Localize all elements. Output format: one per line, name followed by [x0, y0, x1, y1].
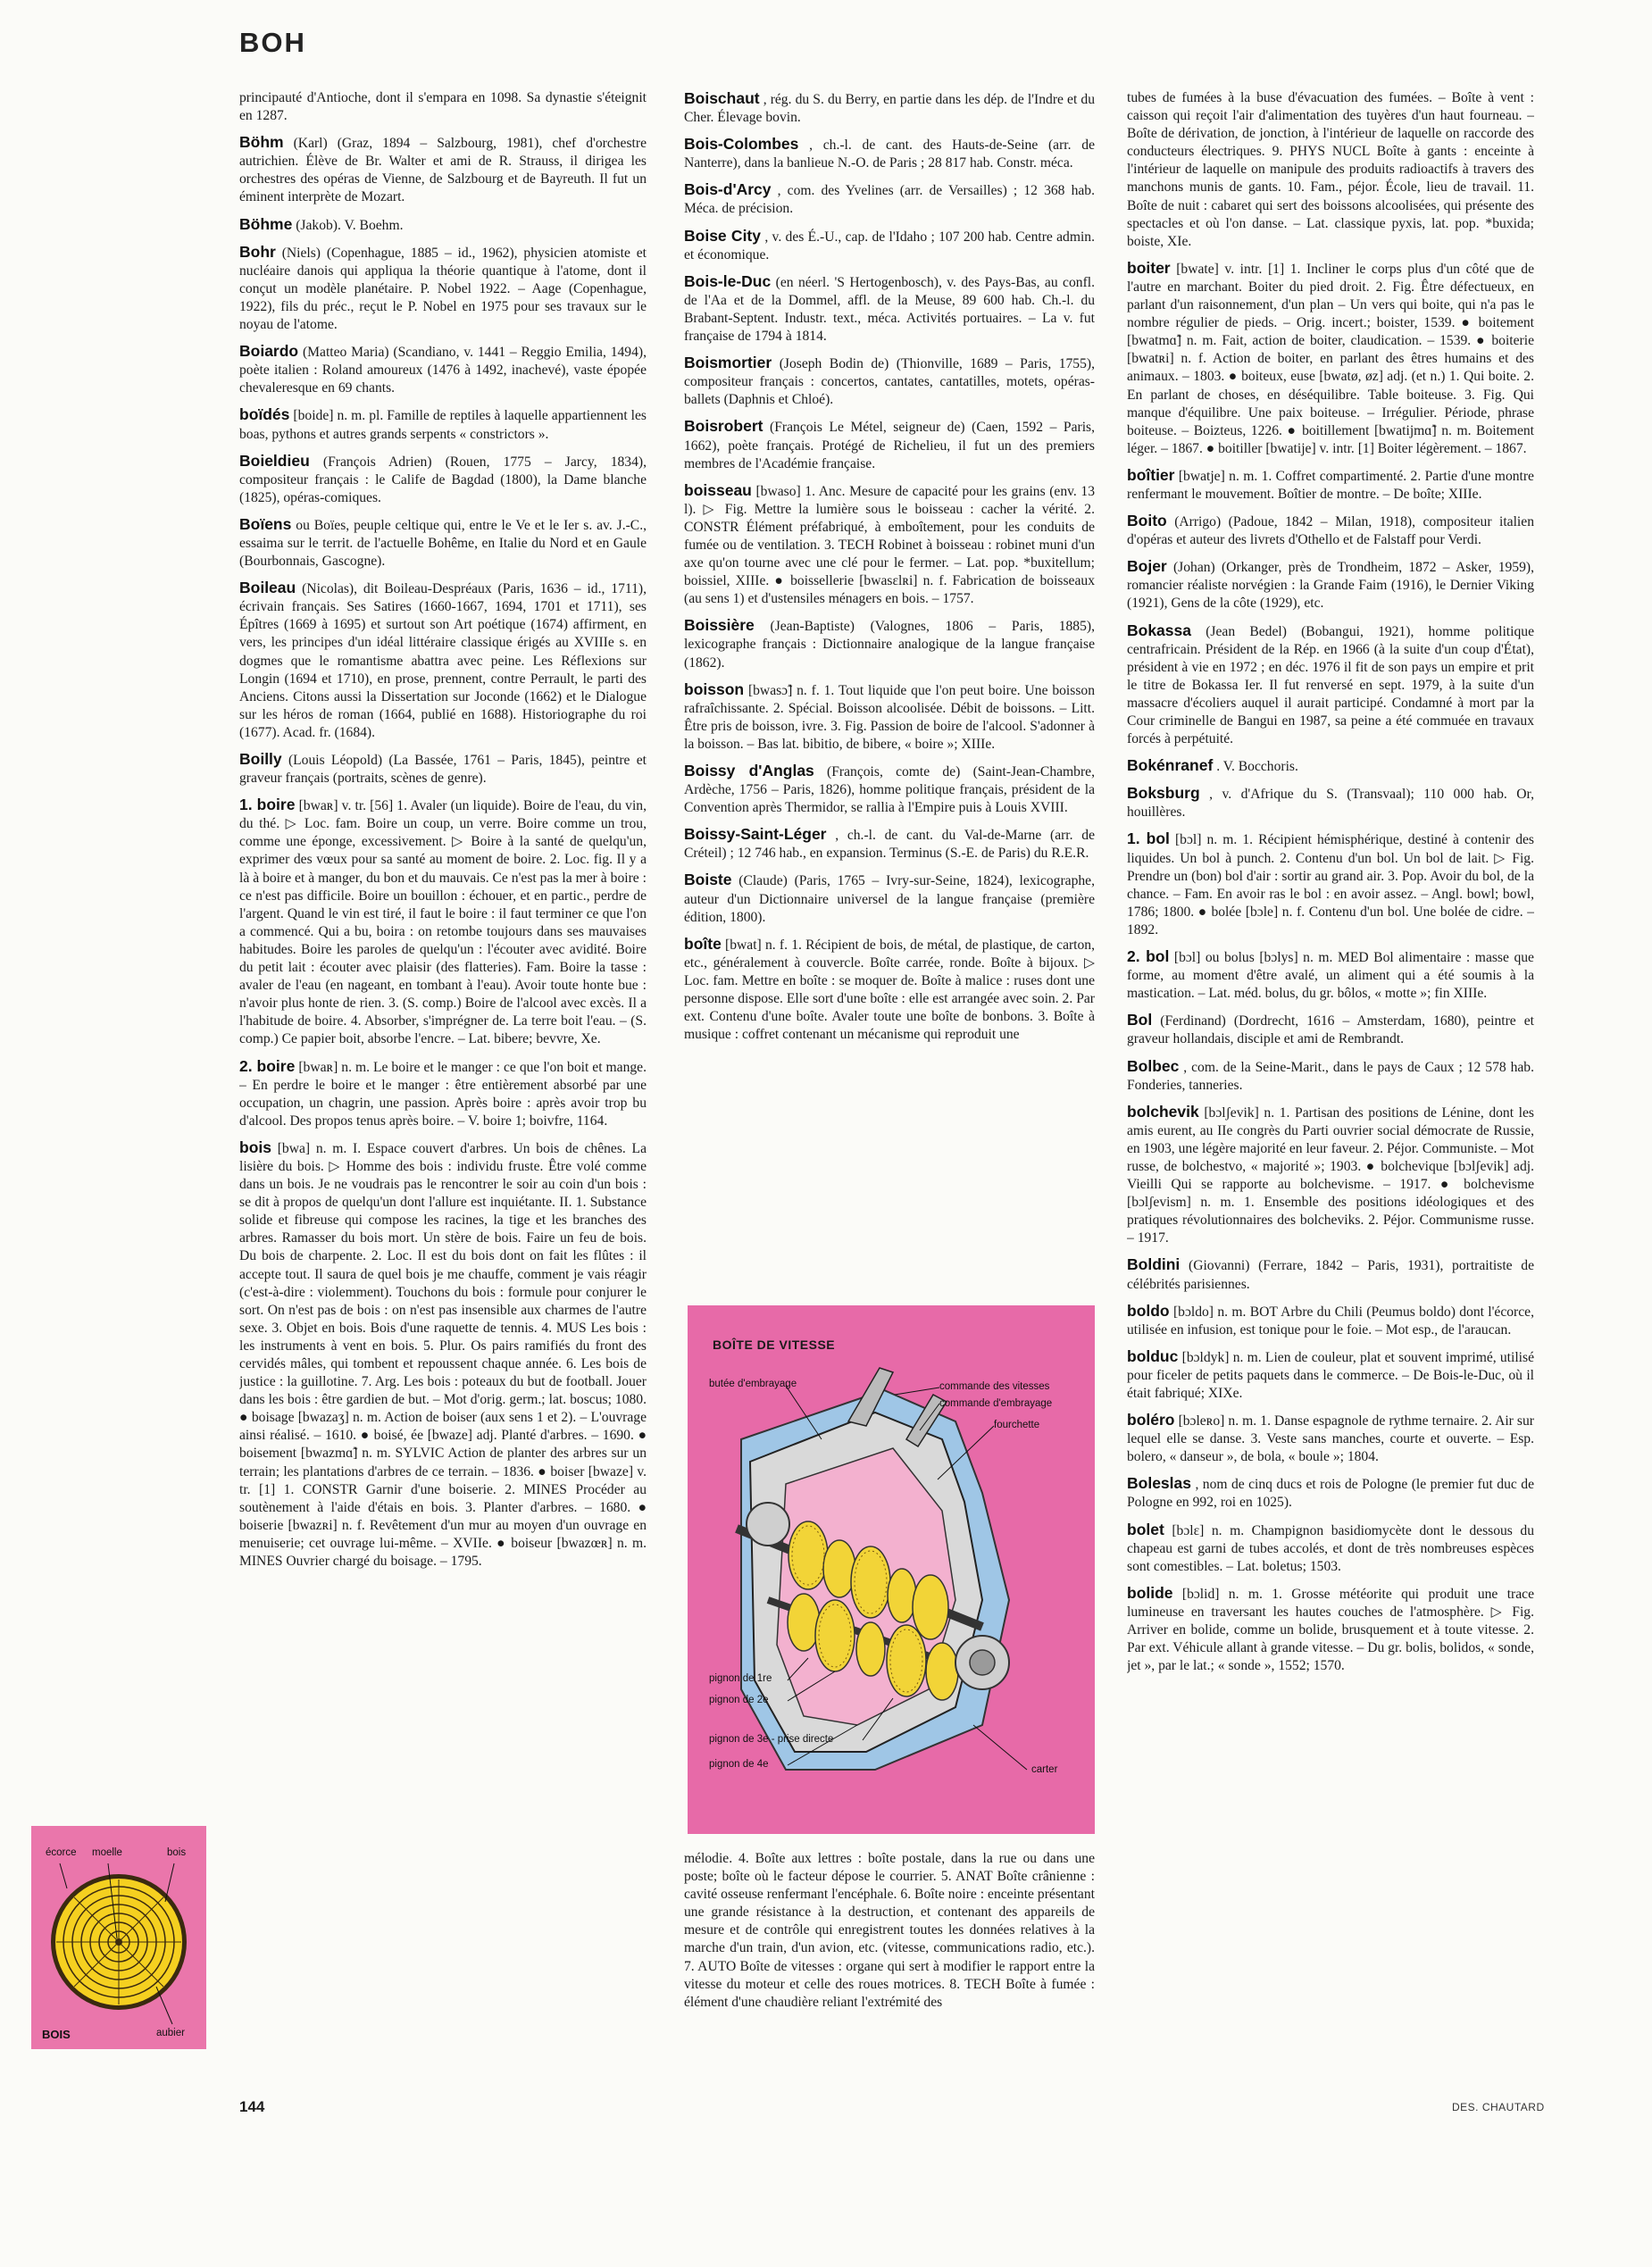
- dictionary-entry: [684, 935, 1095, 1045]
- entry-headword: Boito: [1127, 512, 1167, 530]
- column-2: [684, 89, 1095, 1304]
- dictionary-entry: [1127, 259, 1534, 458]
- entry-headword: boîte: [684, 934, 722, 953]
- dictionary-entry: [1127, 756, 1534, 776]
- dictionary-entry: [684, 762, 1095, 817]
- entry-headword: Boileau: [239, 579, 296, 597]
- entry-text: [bɔlid] n. m. 1. Grosse météorite qui produit une trace lumineuse en traversant les hautes couches de l'atmosphère. ▷ Fig. Arriver en bolide, comme un bolide, brusquement et à toute vitesse. 2. Par ext. Véhicule allant à grande vitesse. – Du gr. bolis, bolidos, « sonde, jet », par le lat.; « sonde », 1552; 1570.: [1127, 1586, 1534, 1674]
- entry-text: [bwat] n. f. 1. Récipient de bois, de métal, de plastique, de carton, etc., généralement à couvercle. Boîte carrée, ronde. Boîte à bijoux. ▷ Loc. fam. Mettre en boîte : se moquer de. Boîte à malice : ruses dont une personne dispose. Elle sort d'une boîte : elle est arrangée avec soin. 2. Par ext. Contenu d'une boîte. Avaler toute une boîte de bonbons. 3. Boîte à musique : coffret contenant un mécanisme qui reproduit une: [684, 937, 1095, 1043]
- dictionary-entry: [239, 515, 647, 571]
- entry-headword: Boissy-Saint-Léger: [684, 825, 827, 844]
- entry-text: (Johan) (Orkanger, près de Trondheim, 1872 – Asker, 1959), romancier réaliste norvégien : la Grande Faim (1916), le Dernier Viking (1921), Gens de la côte (1929), etc.: [1127, 560, 1534, 612]
- dictionary-entry: [684, 354, 1095, 409]
- entry-text: [bɔl] ou bolus [bɔlys] n. m. MED Bol alimentaire : masse que forme, au moment d'être avalé, un aliment qui a été soumis à la mastication. – Lat. méd. bolus, du gr. bôlos, « motte »; fin XIIIe.: [1127, 950, 1534, 1002]
- entry-headword: Boise City: [684, 226, 761, 245]
- label-carter: carter: [1031, 1764, 1058, 1775]
- dictionary-entry: [239, 133, 647, 206]
- dictionary-entry: [1127, 947, 1534, 1003]
- entry-text: (Niels) (Copenhague, 1885 – id., 1962), physicien atomiste et nucléaire danois qui appliqua la théorie quantique à l'atome, dont il conçut un modèle planétaire. P. Nobel 1922. – Aage (Copenhague, 1922), fils du préc., reçut le P. Nobel en 1975 pour ses travaux sur le noyau de l'atome.: [239, 245, 647, 333]
- entry-text: [bwaʀ] v. tr. [56] 1. Avaler (un liquide). Boire de l'eau, du vin, du thé. ▷ Loc. fam. Boire un coup, un verre. Boire comme un trou, comme une éponge, excessivement. ▷ Boire à la santé de quelqu'un, exprimer des vœux pour sa santé au moment de boire. 2. Loc. fig. Il y a là à boire et à manger, du bon et du mauvais. Ce n'est pas la mer à boire : ce n'est pas difficile. Boire un bouillon : échouer, et en partic., perdre de l'argent. Quand le vin est tiré, il faut le boire : il faut terminer ce que l'on a commencé. Qui a bu, boira : on retombe toujours dans ses mauvaises habitudes. Boire les paroles de quelqu'un : l'écouter avec avidité. Boire du petit lait : écouter avec plaisir (des flatteries). Fam. Boire la tasse : avaler de l'eau (en nageant, en tombant à l'eau). Avoir toute honte bue : n'avoir plus honte de rien. 3. (S. comp.) Boire de l'alcool avec excès. Il a l'habitude de boire. 4. Absorber, s'imprégner de. La terre boit l'eau. – (S. comp.) Ce papier boit, absorbe l'encre. – Lat. bibere; bevvre, Xe.: [239, 798, 647, 1047]
- page-number: 144: [239, 2098, 265, 2115]
- label-pignon-3: pignon de 3e - prise directe: [709, 1734, 834, 1745]
- label-commande-vitesses: commande des vitesses: [939, 1381, 1050, 1392]
- entry-headword: Boïens: [239, 514, 292, 533]
- entry-text: [bwasɔ̃] n. f. 1. Tout liquide que l'on peut boire. Une boisson rafraîchissante. 2. Spécial. Boisson alcoolisée. Débit de boissons. – Litt. Être pris de boisson, ivre. 3. Fig. Passion de boire de l'alcool. S'adonner à la boisson. – Bas lat. bibitio, de bibere, « boire »; XIIIe.: [684, 682, 1095, 752]
- dictionary-entry: [1127, 1474, 1534, 1512]
- entry-headword: Böhme: [239, 214, 293, 233]
- label-ecorce: écorce: [46, 1847, 77, 1858]
- entry-text: principauté d'Antioche, dont il s'empara en 1098. Sa dynastie s'éteignit en 1287.: [239, 90, 647, 124]
- entry-headword: Boismortier: [684, 354, 772, 372]
- entry-headword: Bokassa: [1127, 621, 1191, 639]
- dictionary-entry: [239, 750, 647, 788]
- entry-headword: 1. boire: [239, 796, 296, 814]
- entry-headword: Bois-le-Duc: [684, 271, 772, 290]
- label-moelle: moelle: [92, 1847, 122, 1858]
- dictionary-entry: [1127, 1011, 1534, 1048]
- dictionary-entry: [239, 1057, 647, 1130]
- figure-title: BOÎTE DE VITESSE: [713, 1338, 836, 1352]
- label-fourchette: fourchette: [994, 1420, 1040, 1430]
- dictionary-entry: [684, 481, 1095, 609]
- entry-text: , ch.-l. de cant. du Val-de-Marne (arr. de Créteil) ; 12 746 hab., en expansion. Terminus (S.-E. de Paris) du R.E.R.: [684, 828, 1095, 862]
- label-butee: butée d'embrayage: [709, 1379, 797, 1389]
- entry-headword: Bokénranef: [1127, 756, 1214, 775]
- entry-text: [bɔleʀo] n. m. 1. Danse espagnole de rythme ternaire. 2. Air sur lequel elle se danse. 3. Veste sans manches, courte et ouverte. – Esp. bolero, « danseur », de bola, « boule »; 1804.: [1127, 1413, 1534, 1465]
- entry-text: , rég. du S. du Berry, en partie dans les dép. de l'Indre et du Cher. Élevage bovin.: [684, 92, 1095, 126]
- column-1: [239, 89, 647, 2071]
- entry-headword: boldo: [1127, 1301, 1170, 1320]
- entry-text: , com. de la Seine-Marit., dans le pays de Caux ; 12 578 hab. Fonderies, tanneries.: [1127, 1059, 1534, 1093]
- entry-headword: Boieldieu: [239, 451, 310, 470]
- dictionary-entry: [1127, 1103, 1534, 1248]
- dictionary-entry: [684, 89, 1095, 127]
- label-aubier: aubier: [156, 2028, 185, 2038]
- column-2-continued: [684, 1850, 1095, 2091]
- dictionary-entry: [684, 180, 1095, 218]
- entry-headword: Boilly: [239, 750, 282, 768]
- entry-headword: Boldini: [1127, 1255, 1181, 1274]
- entry-text: . V. Bocchoris.: [1216, 759, 1298, 775]
- entry-text: (en néerl. 'S Hertogenbosch), v. des Pays-Bas, au confl. de l'Aa et de la Dommel, affl. de la Meuse, 89 600 hab. Ch.-l. du Brabant-Septent. Industr. text., méca. Activités portuaires. – La v. fut française de 1794 à 1814.: [684, 274, 1095, 345]
- dictionary-entry: [239, 796, 647, 1048]
- entry-headword: Boissy d'Anglas: [684, 762, 814, 779]
- entry-headword: 1. bol: [1127, 829, 1170, 848]
- entry-headword: Boischaut: [684, 89, 760, 107]
- entry-headword: Bolbec: [1127, 1056, 1180, 1075]
- dictionary-entry: [239, 1138, 647, 1571]
- entry-text: [boide] n. m. pl. Famille de reptiles à laquelle appartiennent les boas, pythons et autres grands serpents « constrictors ».: [239, 408, 647, 442]
- gearbox-illustration: [688, 1305, 1095, 1834]
- dictionary-entry: [1127, 1411, 1534, 1466]
- dictionary-entry: [1127, 512, 1534, 549]
- entry-headword: boisson: [684, 679, 745, 698]
- dictionary-entry: [1127, 466, 1534, 504]
- dictionary-entry: [239, 405, 647, 443]
- dictionary-entry: [239, 342, 647, 397]
- dictionary-entry: [684, 616, 1095, 671]
- entry-headword: Boisrobert: [684, 417, 763, 436]
- dictionary-entry: [239, 452, 647, 507]
- dictionary-entry: [1127, 621, 1534, 749]
- dictionary-entry: [684, 871, 1095, 926]
- dictionary-entry: [1127, 1347, 1534, 1403]
- entry-text: (Karl) (Graz, 1894 – Salzbourg, 1981), chef d'orchestre autrichien. Élève de Br. Walter et ami de R. Strauss, il dirigea les orchestres des opéras de Vienne, de Salzbourg et de Bayreuth. Il fut un éminent interprète de Mozart.: [239, 136, 647, 205]
- entry-headword: bolduc: [1127, 1346, 1179, 1365]
- figure-title: BOIS: [42, 2028, 71, 2041]
- entry-text: , ch.-l. de cant. des Hauts-de-Seine (arr. de Nanterre), dans la banlieue N.-O. de Paris ; 28 817 hab. Constr. méca.: [684, 138, 1095, 171]
- illustration-credit: DES. CHAUTARD: [1452, 2101, 1545, 2113]
- dictionary-entry: [684, 272, 1095, 346]
- dictionary-entry: [239, 579, 647, 742]
- entry-text: [bɔldo] n. m. BOT Arbre du Chili (Peumus boldo) dont l'écorce, utilisée en infusion, est tonique pour le foie. – Mot esp., de l'araucan.: [1127, 1304, 1534, 1338]
- entry-headword: Bois-Colombes: [684, 135, 799, 154]
- entry-headword: boïdés: [239, 405, 290, 424]
- entry-headword: bois: [239, 1138, 271, 1156]
- wood-cross-section-illustration: [31, 1826, 206, 2049]
- dictionary-entry: [1127, 1584, 1534, 1675]
- entry-text: (François Adrien) (Rouen, 1775 – Jarcy, 1834), compositeur français : le Calife de Bagdad (1800), la Dame blanche (1825), opéras-comiques.: [239, 454, 647, 505]
- entry-text: (Jean-Baptiste) (Valognes, 1806 – Paris, 1885), lexicographe français : Dictionnaire analogique de la langue française (1862).: [684, 619, 1095, 671]
- entry-text: (Claude) (Paris, 1765 – Ivry-sur-Seine, 1824), lexicographe, auteur d'un Dictionnaire universel de la langue française (première édition, 1800).: [684, 873, 1095, 925]
- entry-headword: Boksburg: [1127, 784, 1200, 803]
- entry-text: [bɔl] n. m. 1. Récipient hémisphérique, destiné à contenir des liquides. Un bol à punch. 2. Contenu d'un bol. Un bol de lait. ▷ Fig. Prendre un (bon) bol d'air : sortir au grand air. 3. Pop. Avoir du bol, de la chance. – Fam. En avoir ras le bol : en avoir assez. – Angl. bowl; bowl, 1786; 1800. ● bolée [bɔle] n. f. Contenu d'un bol. Une bolée de cidre. – 1892.: [1127, 832, 1534, 938]
- label-commande-embrayage: commande d'embrayage: [939, 1398, 1053, 1409]
- entry-headword: Boissière: [684, 616, 755, 635]
- entry-text: , com. des Yvelines (arr. de Versailles) ; 12 368 hab. Méca. de précision.: [684, 183, 1095, 217]
- entry-headword: Boleslas: [1127, 1474, 1191, 1493]
- dictionary-entry: [684, 825, 1095, 863]
- dictionary-entry: [1127, 89, 1534, 251]
- column-3: [1127, 89, 1534, 2089]
- entry-headword: Bojer: [1127, 557, 1167, 576]
- label-pignon-4: pignon de 4e: [709, 1759, 769, 1770]
- entry-text: [bwa] n. m. I. Espace couvert d'arbres. Un bois de chênes. La lisière du bois. ▷ Homme des bois : individu fruste. Être volé comme dans un bois. Je ne voudrais pas le rencontrer le soir au coin d'un bois : se dit à propos de quelqu'un dont l'allure est inquiétante. II. 1. Substance solide et fibreuse qui compose les racines, la tige et les branches des arbres. Ramasser du bois mort. Un stère de bois. Faire un feu de bois. Du bois de charpente. 2. Loc. Il est du bois dont on fait les flûtes : il accepte tout. Il saura de quel bois je me chauffe, comment je vais réagir (c'est-à-dire : violemment). Touchons du bois : formule pour conjurer le sort. On n'est pas de bois : on n'est pas insensible aux charmes de l'autre sexe. 3. Objet en bois. Bois d'une raquette de tennis. 4. MUS Les bois : les instruments à vent en bois. 5. Plur. Os pairs ramifiés du front des cervidés mâles, qui tombent et repoussent chaque année. 6. Les bois de justice : la guillotine. 7. Arg. Les bois : poteaux du but de football. Jouer dans les bois : être gardien de but. – Mot d'orig. germ.; lat. boscus; 1080. ● boisage [bwazaʒ] n. m. Action de boiser (aux sens 1 et 2). – L'ouvrage ainsi réalisé. – 1610. ● boisé, ée [bwaze] adj. Planté d'arbres. – 1690. ● boisement [bwazmɑ̃] n. m. SYLVIC Action de planter des arbres sur un terrain; les plantations d'arbres de ce terrain. – 1836. ● boiser [bwaze] v. tr. [1] 1. CONSTR Garnir d'une boiserie. 2. MINES Procéder au soutènement à l'aide d'étais en bois. 3. Planter d'arbres. – 1680. ● boiserie [bwazʀi] n. f. Revêtement d'un mur au moyen d'un ouvrage en menuiserie; cet ouvrage lui-même. – XVIIe. ● boiseur [bwazœʀ] n. m. MINES Ouvrier chargé du boisage. – 1795.: [239, 1140, 647, 1570]
- dictionary-entry: [684, 680, 1095, 754]
- entry-text: mélodie. 4. Boîte aux lettres : boîte postale, dans la rue ou dans une poste; boîte où le facteur dépose le courrier. 5. ANAT Boîte crânienne : cavité osseuse renfermant l'encéphale. 6. Boîte noire : enceinte présentant une grande résistance à la destruction, et contenant des appareils de mesure et de contrôle qui enregistrent toutes les données relatives à la marche d'un train, d'un avion, etc. (vitesse, communications radio, etc.). 7. AUTO Boîte de vitesses : organe qui sert à modifier le rapport entre la vitesse du moteur et celle des roues motrices. 8. TECH Boîte à fumée : élément d'une chaudière reliant l'extrémité des: [684, 1851, 1095, 2010]
- entry-text: ou Boïes, peuple celtique qui, entre le Ve et le Ier s. av. J.-C., essaima sur le territ. de l'actuelle Bohême, en Italie du Nord et en Gaule (Bourbonnais, Gascogne).: [239, 517, 647, 570]
- entry-text: (François, comte de) (Saint-Jean-Chambre, Ardèche, 1756 – Paris, 1826), homme politique français, président de la Convention après Thermidor, se rallia à l'Empire puis à Louis XVIII.: [684, 764, 1095, 816]
- dictionary-entry: [684, 417, 1095, 472]
- entry-text: (Matteo Maria) (Scandiano, v. 1441 – Reggio Emilia, 1494), poète italien : Roland amoureux (1476 à 1492, inachevé), vaste épopée chevaleresque en 69 chants.: [239, 345, 647, 396]
- label-pignon-2: pignon de 2e: [709, 1695, 769, 1705]
- entry-headword: Boiste: [684, 871, 732, 889]
- entry-headword: bolet: [1127, 1520, 1164, 1538]
- entry-text: (Nicolas), dit Boileau-Despréaux (Paris, 1636 – id., 1711), écrivain français. Ses Satires (1660-1667, 1694, 1701 et 1711), ses Épîtres (1669 à 1695) et surtout son Art poétique (1674) affirment, en vers, les principes d'un idéal littéraire classique érigés au XVIIIe s. en dogmes que le romantisme abattra avec peine. Les Réflexions sur Longin (1694 et 1710), en prose, prennent, contre Perrault, le parti des Anciens. Citons aussi la Dissertation sur Joconde (1662) et le Dialogue sur les héros de roman (1664, publié en 1688). Historiographe du roi (1677). Acad. fr. (1684).: [239, 581, 647, 740]
- entry-headword: boiter: [1127, 258, 1171, 277]
- dictionary-entry: [1127, 1302, 1534, 1339]
- entry-text: [bwate] v. intr. [1] 1. Incliner le corps plus d'un côté que de l'autre en marchant. Boiter du pied droit. 2. Fig. Être défectueux, en parlant d'un raisonnement, d'un plan – Un vers qui boite, qui n'a pas le nombre régulier de pieds. – Orig. incert.; boister, 1539. ● boitement [bwatmɑ̃] n. m. Fait, action de boiter, claudication. – 1539. ● boiterie [bwatʀi] n. f. Action de boiter, en parlant des êtres humains et des animaux. – 1803. ● boiteux, euse [bwatø, øz] adj. (et n.) 1. Qui boite. 2. En parlant de choses, en déséquilibre. Table boiteuse. 3. Fig. Qui manque d'équilibre. Une paix boiteuse. – Irrégulier. Période, phrase boiteuse. – Boizteus, 1226. ● boitillement [bwatijmɑ̃] n. m. Boitement léger. – 1867. ● boitiller [bwatije] v. intr. [1] Boiter légèrement. – 1867.: [1127, 261, 1534, 456]
- entry-text: (Arrigo) (Padoue, 1842 – Milan, 1918), compositeur italien d'opéras et auteur des livrets d'Othello et de Falstaff pour Verdi.: [1127, 514, 1534, 548]
- entry-headword: Bois-d'Arcy: [684, 180, 772, 199]
- entry-text: , v. des É.-U., cap. de l'Idaho ; 107 200 hab. Centre admin. et économique.: [684, 229, 1095, 263]
- entry-text: (Ferdinand) (Dordrecht, 1616 – Amsterdam, 1680), peintre et graveur hollandais, disciple et ami de Rembrandt.: [1127, 1013, 1534, 1047]
- entry-headword: Boiardo: [239, 342, 299, 361]
- entry-text: [bɔlʃevik] n. 1. Partisan des positions de Lénine, dont les amis eurent, au IIe congrès du Parti ouvrier social démocrate de Russie, en 1903, une légère majorité en leur faveur. 2. Péjor. Communiste. – Mot russe, de bolchestvo, « majorité »; 1903. ● bolchevique [bɔlʃevik] adj. Vieilli Qui se rapporte au bolchevisme. – 1917. ● bolchevisme [bɔlʃevism] n. m. 1. Ensemble des positions idéologiques et des pratiques révolutionnaires des bolcheviks. 2. Péjor. Communisme russe. – 1917.: [1127, 1104, 1534, 1246]
- running-head: BOH: [239, 27, 306, 58]
- entry-text: (Jakob). V. Boehm.: [296, 217, 404, 233]
- dictionary-entry: [1127, 557, 1534, 613]
- entry-text: (Jean Bedel) (Bobangui, 1921), homme politique centrafricain. Président de la Rép. en 1966 (à la suite d'un coup d'État), président à vie en 1972 ; en déc. 1976 il fit de son pays un empire et prit le titre de Bokassa Ier. Il fut renversé en sept. 1979, à la suite d'un massacre d'écoliers auquel il aurait participé. Condamné à mort par la Cour criminelle de Bangui en 1987, sa peine a été commuée en travaux forcés à perpétuité.: [1127, 623, 1534, 747]
- entry-text: [bwatje] n. m. 1. Coffret compartimenté. 2. Partie d'une montre renfermant le mouvement. Boîtier de montre. – De boîte; XIIIe.: [1127, 468, 1534, 502]
- label-pignon-1: pignon de 1re: [709, 1673, 772, 1684]
- entry-text: , v. d'Afrique du S. (Transvaal); 110 000 hab. Or, houillères.: [1127, 787, 1534, 821]
- entry-headword: boîtier: [1127, 465, 1175, 484]
- entry-headword: 2. bol: [1127, 947, 1170, 966]
- entry-text: (Joseph Bodin de) (Thionville, 1689 – Paris, 1755), compositeur français : concertos, cantates, cantatilles, motets, opéras-ballets (Daphnis et Chloé).: [684, 356, 1095, 408]
- entry-headword: boléro: [1127, 1411, 1175, 1429]
- entry-headword: Bohr: [239, 242, 276, 261]
- entry-headword: boisseau: [684, 480, 752, 499]
- entry-text: (Giovanni) (Ferrare, 1842 – Paris, 1931), portraitiste de célébrités parisiennes.: [1127, 1258, 1534, 1292]
- entry-headword: Böhm: [239, 133, 284, 152]
- entry-headword: bolide: [1127, 1583, 1173, 1602]
- dictionary-entry: [1127, 1521, 1534, 1576]
- dictionary-entry: [684, 227, 1095, 264]
- entry-headword: Bol: [1127, 1011, 1153, 1029]
- entry-text: , nom de cinq ducs et rois de Pologne (le premier fut duc de Pologne en 992, roi en 1025).: [1127, 1477, 1534, 1511]
- entry-headword: 2. boire: [239, 1056, 296, 1075]
- dictionary-entry: [684, 135, 1095, 172]
- wood-rings-drawing: [31, 1826, 206, 2049]
- dictionary-entry: [1127, 829, 1534, 939]
- dictionary-entry: [1127, 1255, 1534, 1293]
- dictionary-entry: [239, 215, 647, 235]
- dictionary-entry: [239, 243, 647, 334]
- entry-text: (Louis Léopold) (La Bassée, 1761 – Paris, 1845), peintre et graveur français (portraits, scènes de genre).: [239, 753, 647, 787]
- entry-text: [bwaʀ] n. m. Le boire et le manger : ce que l'on boit et mange. – En perdre le boire et le manger : être entièrement absorbé par une occupation, un chagrin, une passion. Après boire : après avoir trop bu d'alcool. Des propos tenus après boire. – V. boire 1; boivfre, 1164.: [239, 1059, 647, 1129]
- entry-text: [bwaso] 1. Anc. Mesure de capacité pour les grains (env. 13 l). ▷ Fig. Mettre la lumière sous le boisseau : cacher la vérité. 2. CONSTR Élément préfabriqué, à emboîtement, pour les conduits de fumée ou de ventilation. 3. TECH Robinet à boisseau : robinet muni d'un axe qu'on tourne avec une clé pour le fermer. – Lat. pop. *buxitellum; boissiel, XIIIe. ● boissellerie [bwasɛlʀi] n. f. Fabrication de boisseaux (au sens 1) et d'ustensiles ménagers en bois. – 1757.: [684, 483, 1095, 607]
- entry-text: [bɔlɛ] n. m. Champignon basidiomycète dont le dessous du chapeau est garni de tubes accolés, et dont de très nombreuses espèces sont comestibles. – Lat. boletus; 1503.: [1127, 1522, 1534, 1574]
- dictionary-entry: [1127, 1057, 1534, 1095]
- dictionary-entry: [239, 89, 647, 125]
- label-bois: bois: [167, 1847, 187, 1858]
- entry-text: (François Le Métel, seigneur de) (Caen, 1592 – Paris, 1662), poète français. Protégé de Richelieu, il fut un des premiers membres de l'Académie française.: [684, 420, 1095, 471]
- dictionary-entry: [1127, 784, 1534, 821]
- entry-text: tubes de fumées à la buse d'évacuation des fumées. – Boîte à vent : caisson qui reçoit l'air d'alimentation des tuyères d'un haut fourneau. – Boîte de dérivation, de jonction, à l'intérieur de laquelle on raccorde des conducteurs électriques. 9. PHYS NUCL Boîte à gants : enceinte à l'intérieur de laquelle on manipule des produits radioactifs à travers des manchons munis de gants. 10. Fam., péjor. École, lieu de travail. 11. Boîte de nuit : cabaret qui sert des boissons alcoolisées, qui présente des spectacles et où l'on danse. – Lat. classique pyxis, lat. pop. *buxida; boiste, XIe.: [1127, 90, 1534, 249]
- entry-text: [bɔldyk] n. m. Lien de couleur, plat et souvent imprimé, utilisé pour ficeler de petits paquets dans le commerce. – De Bois-le-Duc, où il était fabriqué; XIXe.: [1127, 1349, 1534, 1401]
- entry-headword: bolchevik: [1127, 1102, 1199, 1121]
